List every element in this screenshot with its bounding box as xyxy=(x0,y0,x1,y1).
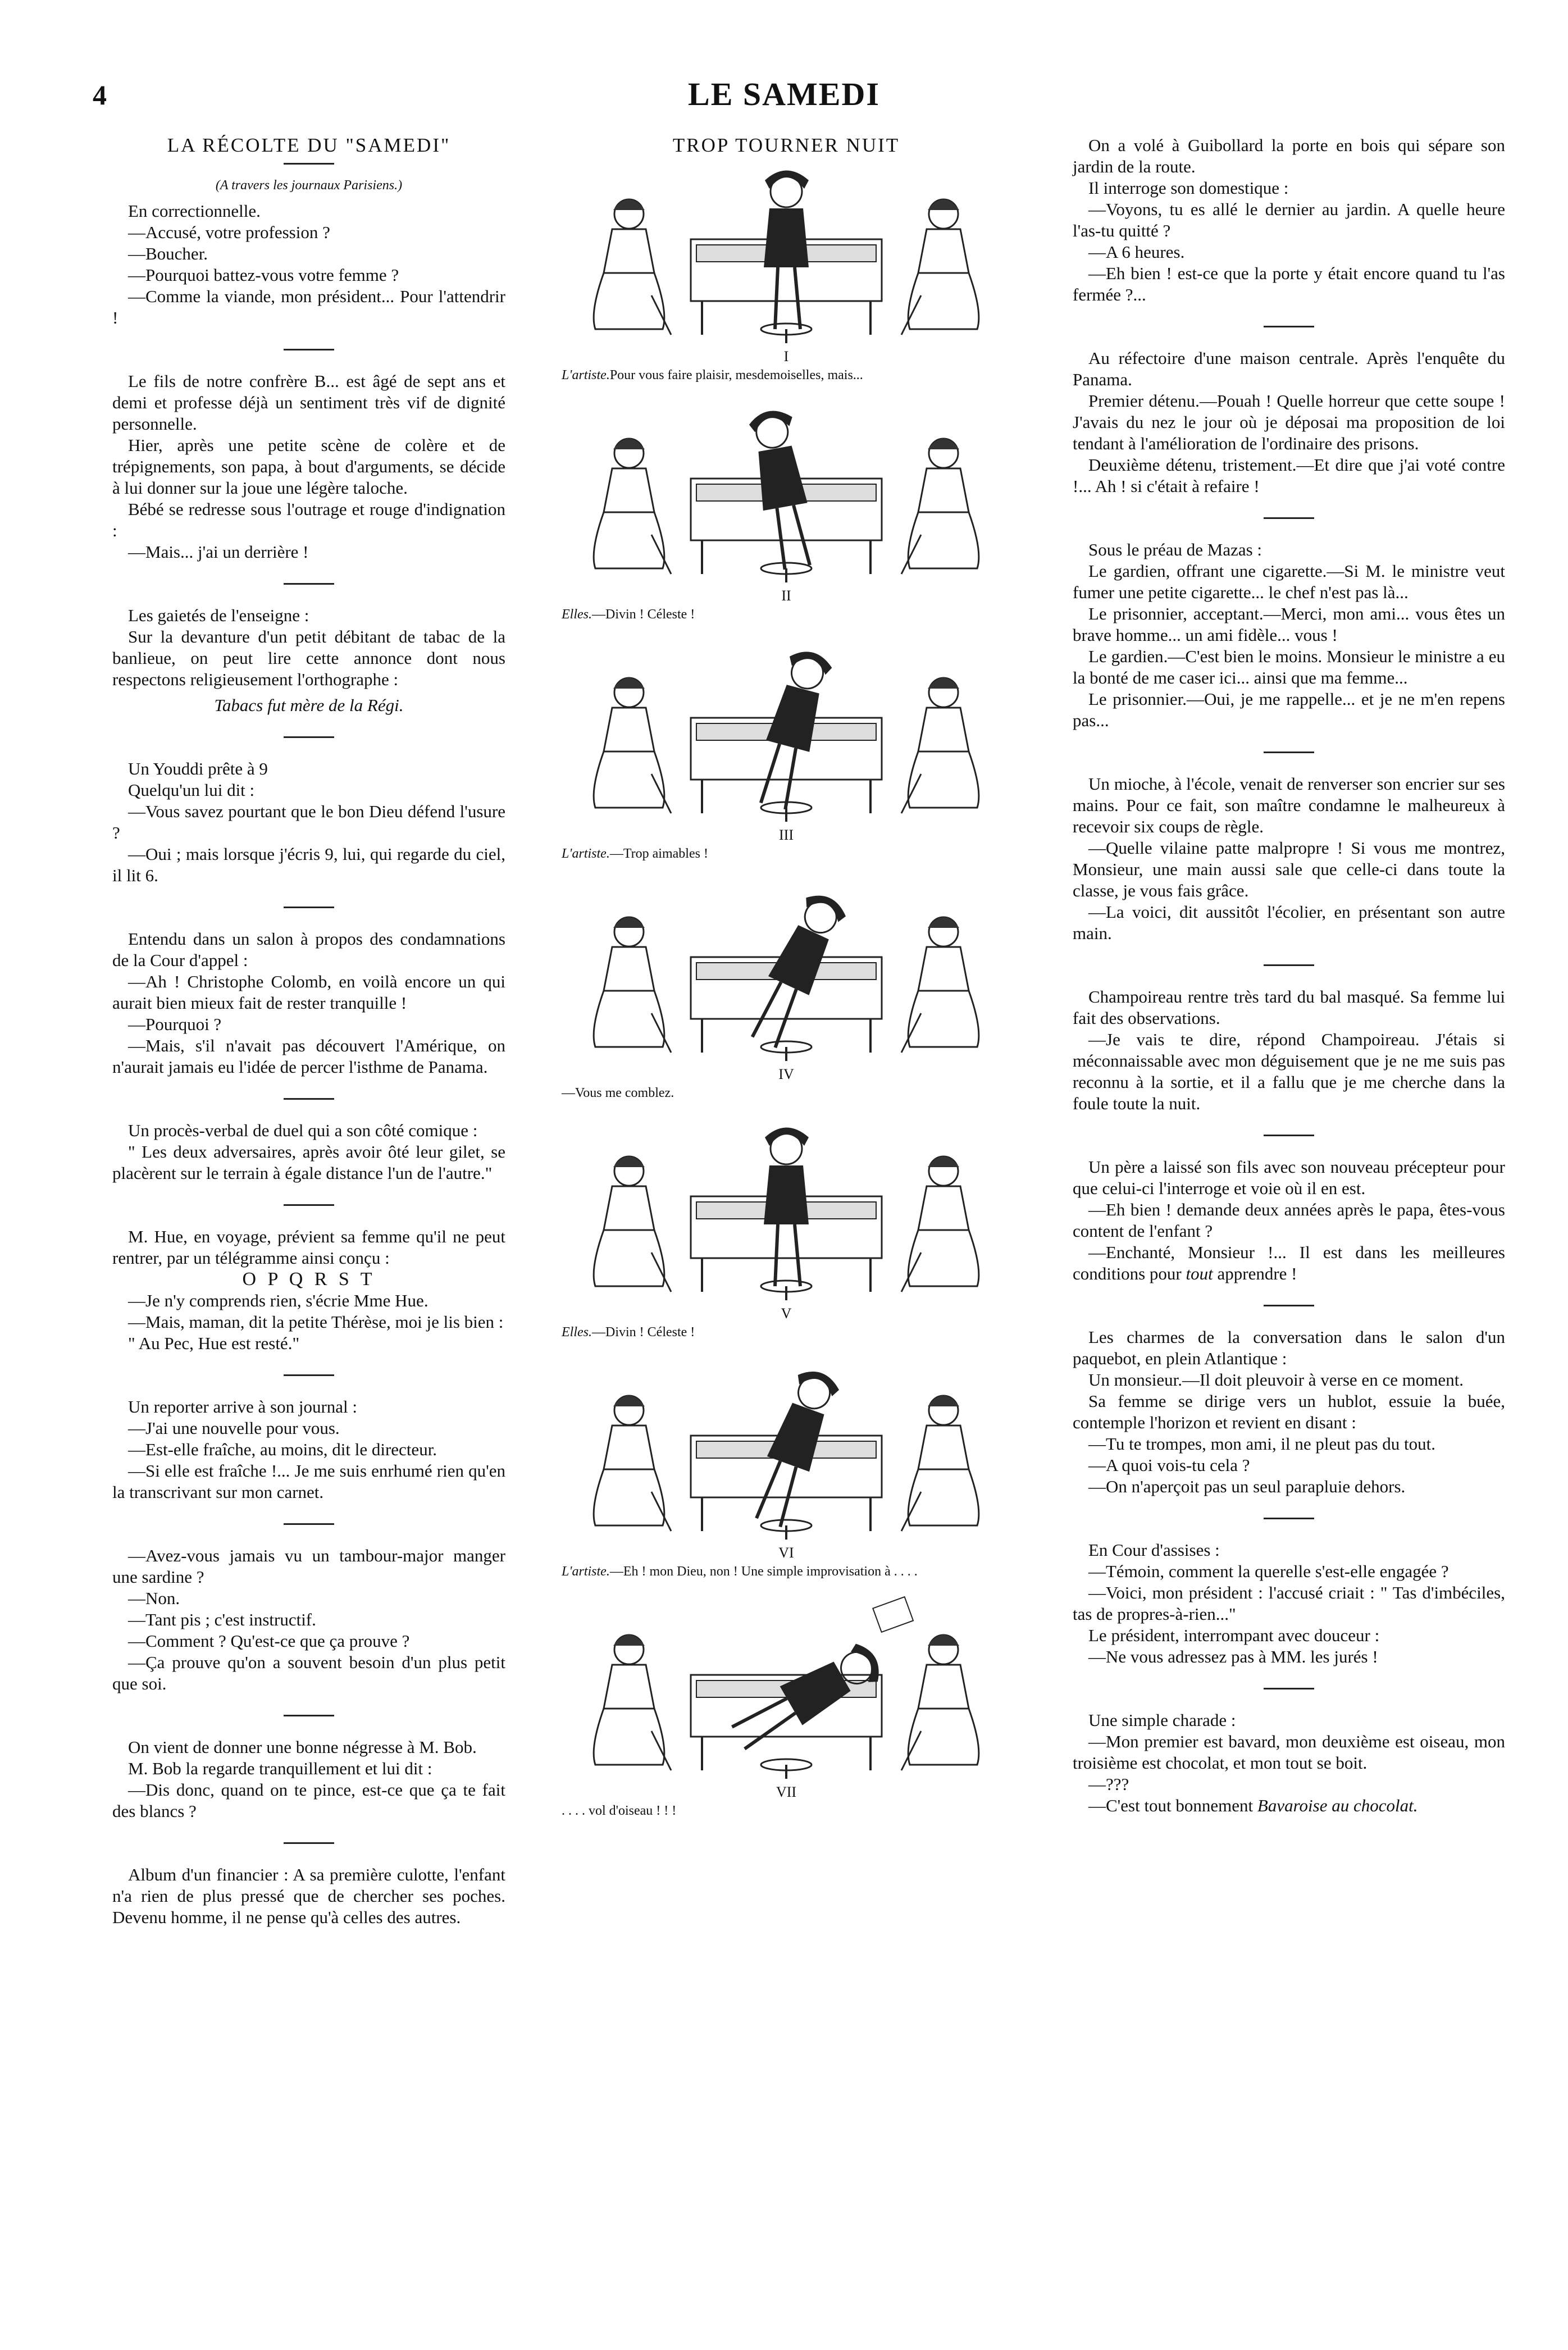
flying-sheet-music xyxy=(873,1597,913,1632)
panel-caption xyxy=(562,367,1011,383)
divider xyxy=(284,1523,334,1525)
text-run: —C'est tout bonnement xyxy=(1088,1796,1257,1815)
caption-speaker: L'artiste. xyxy=(562,846,610,861)
paragraph: —Tant pis ; c'est instructif. xyxy=(128,1610,316,1629)
paragraph: On a volé à Guibollard la porte en bois qui sépare son jardin de la route. xyxy=(1073,135,1505,176)
divider xyxy=(284,583,334,585)
paragraph: Champoireau rentre très tard du bal masqué. Sa femme lui fait des observations. xyxy=(1073,987,1505,1028)
panel-illustration xyxy=(562,1118,1011,1303)
divider xyxy=(284,163,334,165)
hair-shape xyxy=(613,678,645,689)
paragraph: —Si elle est fraîche !... Je me suis enrhumé rien qu'en la transcrivant sur mon carnet. xyxy=(112,1461,505,1502)
bodice-shape xyxy=(604,708,654,752)
paragraph: Sur la devanture d'un petit débitant de tabac de la banlieue, on peut lire cette annonce dont nous respectons religieusement l'orthographe : xyxy=(112,627,505,689)
caption-text: —Divin ! Céleste ! xyxy=(592,1325,695,1340)
paragraph: —Voici, mon président : l'accusé criait : " Tas d'imbéciles, tas de propres-à-rien..." xyxy=(1073,1583,1505,1624)
divider xyxy=(284,1098,334,1100)
anecdote-paquebot xyxy=(1073,1327,1505,1497)
paragraph: " Au Pec, Hue est resté." xyxy=(128,1333,300,1353)
panel-illustration xyxy=(562,639,1011,825)
pianist-coat xyxy=(764,208,809,267)
comic-panel-III xyxy=(562,639,1011,878)
paragraph: Deuxième détenu, tristement.—Et dire que j'ai voté contre !... Ah ! si c'était à refaire ! xyxy=(1073,455,1505,496)
panel-caption xyxy=(562,1803,1011,1819)
paragraph: Les charmes de la conversation dans le salon d'un paquebot, en plein Atlantique : xyxy=(1073,1327,1505,1368)
bodice-shape xyxy=(604,468,654,512)
panel-number: VII xyxy=(776,1784,797,1800)
anecdote-guibollard xyxy=(1073,135,1505,306)
comic-panel-VI xyxy=(562,1357,1011,1596)
paragraph: Un reporter arrive à son journal : xyxy=(128,1397,358,1417)
paragraph: M. Bob la regarde tranquillement et lui dit : xyxy=(128,1759,432,1778)
hair-shape xyxy=(928,1635,959,1646)
divider xyxy=(1264,1135,1314,1136)
panel-illustration xyxy=(562,1596,1011,1782)
anecdote-bebe xyxy=(112,371,505,563)
anecdote-charade xyxy=(1073,1710,1505,1816)
anecdote-financier xyxy=(112,1864,505,1928)
hair-shape xyxy=(613,1635,645,1646)
paragraph: —A quoi vois-tu cela ? xyxy=(1088,1455,1250,1475)
panel-illustration xyxy=(562,161,1011,346)
anecdote-mazas xyxy=(1073,539,1505,731)
paragraph: —Accusé, votre profession ? xyxy=(128,222,330,242)
bodice-shape xyxy=(918,468,969,512)
paragraph: Le fils de notre confrère B... est âgé de sept ans et demi et professe déjà un sentiment très vif de dignité personnelle. xyxy=(112,371,505,434)
panel-illustration xyxy=(562,878,1011,1064)
bodice-shape xyxy=(604,229,654,273)
paragraph: —Mais... j'ai un derrière ! xyxy=(128,542,309,562)
anecdote-tambour-major xyxy=(112,1545,505,1695)
paragraph: —Témoin, comment la querelle s'est-elle engagée ? xyxy=(1088,1561,1449,1581)
paragraph: —Mais, s'il n'avait pas découvert l'Amérique, on n'aurait jamais eu l'idée de percer l'isthme de Panama. xyxy=(112,1036,505,1077)
caption-text: —Eh ! mon Dieu, non ! Une simple improvisation à . . . . xyxy=(609,1564,918,1579)
anecdote-reporter xyxy=(112,1396,505,1503)
hair-shape xyxy=(928,917,959,928)
paragraph: Album d'un financier : A sa première culotte, l'enfant n'a rien de plus pressé que de chercher ses poches. Devenu homme, il ne pense qu'à celles des autres. xyxy=(112,1865,505,1927)
pianist-leg xyxy=(795,1224,800,1286)
bodice-shape xyxy=(604,1186,654,1230)
divider xyxy=(284,907,334,908)
paragraph: Un Youddi prête à 9 xyxy=(128,759,268,778)
paragraph: —Quelle vilaine patte malpropre ! Si vous me montrez, Monsieur, une main aussi sale que celle-ci dans toute la classe, je vous fais grâce. xyxy=(1073,838,1505,900)
pianist-hair xyxy=(795,1366,842,1398)
divider xyxy=(284,736,334,738)
shop-sign-text: Tabacs fut mère de la Régi. xyxy=(214,695,404,715)
paragraph: —??? xyxy=(1088,1774,1129,1794)
paragraph: —On n'aperçoit pas un seul parapluie dehors. xyxy=(1088,1477,1406,1496)
pianist-leg xyxy=(795,267,800,329)
hair-shape xyxy=(613,1396,645,1406)
panel-caption xyxy=(562,1564,1011,1579)
paragraph: Un mioche, à l'école, venait de renverser son encrier sur ses mains. Pour ce fait, son maître condamne le malheureux à recevoir six coups de règle. xyxy=(1073,774,1505,836)
divider xyxy=(1264,1518,1314,1519)
hair-shape xyxy=(613,439,645,449)
paragraph: Un monsieur.—Il doit pleuvoir à verse en ce moment. xyxy=(1088,1370,1464,1390)
paragraph: —Boucher. xyxy=(128,244,208,263)
paragraph: —Comment ? Qu'est-ce que ça prouve ? xyxy=(128,1631,410,1651)
panel-caption xyxy=(562,1085,1011,1101)
divider xyxy=(1264,1305,1314,1306)
paragraph: —Je vais te dire, répond Champoireau. J'étais si méconnaissable avec mon déguisement que je ne me suis pas reconnu à la sortie, et il a fallu que je me cherche dans la foule toute la nuit. xyxy=(1073,1030,1505,1113)
column-right xyxy=(1073,135,1505,1816)
panel-number: VI xyxy=(778,1545,794,1561)
paragraph: —Pourquoi ? xyxy=(128,1014,222,1034)
paragraph: En correctionnelle. xyxy=(128,201,261,221)
caption-speaker: Elles. xyxy=(562,607,592,622)
panel-caption xyxy=(562,1324,1011,1340)
bodice-shape xyxy=(918,1665,969,1709)
paragraph: Sa femme se dirige vers un hublot, essuie la buée, contemple l'horizon et revient en disant : xyxy=(1073,1391,1505,1432)
paragraph: Le prisonnier.—Oui, je me rappelle... et je ne m'en repens pas... xyxy=(1073,689,1505,730)
paragraph: —La voici, dit aussitôt l'écolier, en présentant son autre main. xyxy=(1073,902,1505,943)
anecdote-cour-assises xyxy=(1073,1540,1505,1668)
divider xyxy=(1264,1688,1314,1689)
paragraph: Premier détenu.—Pouah ! Quelle horreur que cette soupe ! J'avais du nez le jour où je déposai ma proposition de loi tendant à l'amélioration de l'ordinaire des prisons. xyxy=(1073,391,1505,453)
panel-spacer xyxy=(562,1579,1011,1596)
comic-panel-IV xyxy=(562,878,1011,1118)
divider xyxy=(1264,517,1314,519)
pianist-leg xyxy=(775,1224,778,1286)
caption-speaker: L'artiste. xyxy=(562,1564,610,1579)
paragraph: —Vous savez pourtant que le bon Dieu défend l'usure ? xyxy=(112,801,505,842)
column-left xyxy=(112,135,505,1928)
caption-text: —Vous me comblez. xyxy=(562,1086,674,1100)
hair-shape xyxy=(928,1156,959,1167)
caption-text: Pour vous faire plaisir, mesdemoiselles, mais... xyxy=(609,368,863,382)
masthead-title: LE SAMEDI xyxy=(688,76,880,112)
paragraph: —Voyons, tu es allé le dernier au jardin. A quelle heure l'as-tu quitté ? xyxy=(1073,199,1505,240)
pianist-hair xyxy=(765,1128,809,1146)
bodice-shape xyxy=(604,947,654,991)
paragraph: —Dis donc, quand on te pince, est-ce que ça te fait des blancs ? xyxy=(112,1780,505,1821)
paragraph: Il interroge son domestique : xyxy=(1088,178,1289,198)
pianist-leg xyxy=(761,743,780,804)
column-comic xyxy=(562,135,1011,1836)
paragraph: Au réfectoire d'une maison centrale. Après l'enquête du Panama. xyxy=(1073,348,1505,389)
pianist-leg xyxy=(756,1460,780,1519)
page-number: 4 xyxy=(93,79,107,111)
paragraph xyxy=(1073,1795,1505,1816)
paragraph xyxy=(1073,1242,1505,1285)
anecdote-enseigne xyxy=(112,605,505,716)
paragraph: " Les deux adversaires, après avoir ôté leur gilet, se placèrent sur le terrain à égale distance l'un de l'autre." xyxy=(112,1142,505,1183)
paragraph: M. Hue, en voyage, prévient sa femme qu'il ne peut rentrer, par un télégramme ainsi conçu : xyxy=(112,1227,505,1268)
comic-panel-VII xyxy=(562,1596,1011,1836)
paragraph: En Cour d'assises : xyxy=(1088,1540,1220,1560)
paragraph: —Pourquoi battez-vous votre femme ? xyxy=(128,265,399,285)
divider xyxy=(1264,964,1314,966)
paragraph: —Non. xyxy=(128,1588,180,1608)
paragraph: Une simple charade : xyxy=(1088,1710,1236,1730)
comic-title: TROP TOURNER NUIT xyxy=(672,134,900,156)
anecdote-mioche xyxy=(1073,773,1505,944)
pianist-hair xyxy=(787,647,835,676)
paragraph: —Ne vous adressez pas à MM. les jurés ! xyxy=(1088,1647,1378,1666)
anecdote-refectoire xyxy=(1073,348,1505,497)
paragraph: —Eh bien ! demande deux années après le papa, êtes-vous content de l'enfant ? xyxy=(1073,1200,1505,1241)
pianist-leg xyxy=(753,981,781,1038)
panel-number: III xyxy=(779,827,794,843)
pianist-leg xyxy=(774,508,788,570)
paragraph: Quelqu'un lui dit : xyxy=(128,780,255,800)
paragraph: —Comme la viande, mon président... Pour l'attendrir ! xyxy=(112,286,505,327)
panel-number: V xyxy=(781,1305,792,1322)
panel-spacer xyxy=(562,1819,1011,1836)
bodice-shape xyxy=(918,1426,969,1469)
panel-number: I xyxy=(783,348,789,365)
section-title-recolte: LA RÉCOLTE DU "SAMEDI" xyxy=(167,134,451,156)
anecdote-telegramme xyxy=(112,1226,505,1354)
paragraph: —Oui ; mais lorsque j'écris 9, lui, qui regarde du ciel, il lit 6. xyxy=(112,844,505,885)
paragraph: Un procès-verbal de duel qui a son côté comique : xyxy=(128,1121,478,1140)
paragraph: Le gardien, offrant une cigarette.—Si M. le ministre veut fumer une petite cigarette... le chef n'est pas là... xyxy=(1073,561,1505,602)
panel-caption xyxy=(562,607,1011,622)
paragraph: Hier, après une petite scène de colère et de trépignements, son papa, à bout d'arguments, se décide à lui donner sur la joue une légère taloche. xyxy=(112,435,505,498)
anecdote-youddi xyxy=(112,758,505,886)
panel-spacer xyxy=(562,862,1011,878)
caption-speaker: Elles. xyxy=(562,1325,592,1340)
paragraph: Bébé se redresse sous l'outrage et rouge d'indignation : xyxy=(112,499,505,540)
anecdote-boucher xyxy=(112,201,505,329)
italic-phrase: Bavaroise au chocolat. xyxy=(1257,1796,1418,1815)
pianist-coat xyxy=(764,1165,809,1224)
hair-shape xyxy=(928,199,959,210)
bodice-shape xyxy=(918,708,969,752)
divider xyxy=(1264,752,1314,753)
divider xyxy=(284,1374,334,1376)
paragraph: Entendu dans un salon à propos des condamnations de la Cour d'appel : xyxy=(112,929,505,970)
paragraph: Les gaietés de l'enseigne : xyxy=(128,605,309,625)
panel-spacer xyxy=(562,383,1011,400)
paragraph: —Ça prouve qu'on a souvent besoin d'un plus petit que soi. xyxy=(112,1652,505,1693)
paragraph: —Mon premier est bavard, mon deuxième est oiseau, mon troisième est chocolat, et mon tout se boit. xyxy=(1073,1732,1505,1773)
divider xyxy=(284,349,334,350)
panel-spacer xyxy=(562,1340,1011,1357)
bodice-shape xyxy=(604,1665,654,1709)
pianist-hair xyxy=(765,171,809,189)
comic-panel-V xyxy=(562,1118,1011,1357)
paragraph: Le président, interrompant avec douceur : xyxy=(1088,1625,1380,1645)
bodice-shape xyxy=(918,229,969,273)
hair-shape xyxy=(613,1156,645,1167)
divider xyxy=(284,1842,334,1844)
paragraph: —Eh bien ! est-ce que la porte y était encore quand tu l'as fermée ?... xyxy=(1073,263,1505,304)
caption-text: —Trop aimables ! xyxy=(609,846,708,861)
paragraph: —Tu te trompes, mon ami, il ne pleut pas du tout. xyxy=(1088,1434,1435,1454)
paragraph: On vient de donner une bonne négresse à M. Bob. xyxy=(128,1737,477,1757)
paragraph: —Ah ! Christophe Colomb, en voilà encore un qui aurait bien mieux fait de rester tranquille ! xyxy=(112,972,505,1013)
section-subtitle: (A travers les journaux Parisiens.) xyxy=(215,178,403,193)
paragraph: Un père a laissé son fils avec son nouveau précepteur pour que celui-ci l'interroge et voie où il en est. xyxy=(1073,1157,1505,1198)
bodice-shape xyxy=(918,947,969,991)
anecdote-duel xyxy=(112,1120,505,1184)
hair-shape xyxy=(928,678,959,689)
paragraph: —Mais, maman, dit la petite Thérèse, moi je lis bien : xyxy=(128,1312,504,1332)
bodice-shape xyxy=(918,1186,969,1230)
text-run: apprendre ! xyxy=(1213,1264,1297,1283)
pianist-leg xyxy=(794,504,810,566)
hair-shape xyxy=(613,917,645,928)
panel-illustration xyxy=(562,400,1011,585)
paragraph: —Avez-vous jamais vu un tambour-major manger une sardine ? xyxy=(112,1546,505,1587)
comic-panel-II xyxy=(562,400,1011,639)
bodice-shape xyxy=(604,1426,654,1469)
panel-illustration xyxy=(562,1357,1011,1542)
anecdote-bob xyxy=(112,1737,505,1822)
caption-text: —Divin ! Céleste ! xyxy=(592,607,695,622)
caption-text: . . . . vol d'oiseau ! ! ! xyxy=(562,1804,677,1818)
telegram-code: O P Q R S T xyxy=(242,1269,376,1290)
hair-shape xyxy=(613,199,645,210)
paragraph: Sous le préau de Mazas : xyxy=(1088,540,1262,559)
divider xyxy=(284,1204,334,1206)
panel-spacer xyxy=(562,1101,1011,1118)
paragraph: —Est-elle fraîche, au moins, dit le directeur. xyxy=(128,1440,437,1459)
divider xyxy=(284,1715,334,1716)
paragraph: Le prisonnier, acceptant.—Merci, mon ami... vous êtes un brave homme... un ami fidèle... vous ! xyxy=(1073,604,1505,645)
paragraph: Le gardien.—C'est bien le moins. Monsieur le ministre a eu la bonté de me caser ici... ainsi que ma femme... xyxy=(1073,646,1505,687)
paragraph: —J'ai une nouvelle pour vous. xyxy=(128,1418,340,1438)
hair-shape xyxy=(928,439,959,449)
anecdote-colomb xyxy=(112,928,505,1078)
divider xyxy=(1264,326,1314,327)
panel-spacer xyxy=(562,622,1011,639)
hair-shape xyxy=(928,1396,959,1406)
italic-word: tout xyxy=(1186,1264,1213,1283)
pianist-leg xyxy=(775,267,778,329)
panel-caption xyxy=(562,846,1011,862)
paragraph: —Je n'y comprends rien, s'écrie Mme Hue. xyxy=(128,1291,429,1310)
panel-number: II xyxy=(781,588,791,604)
text-run: —Enchanté, Monsieur !... Il est dans les meilleures conditions pour xyxy=(1073,1242,1505,1283)
panel-number: IV xyxy=(778,1066,794,1082)
comic-panel-I xyxy=(562,161,1011,400)
paragraph: —A 6 heures. xyxy=(1088,242,1185,262)
comic-panels xyxy=(562,161,1011,1836)
caption-speaker: L'artiste. xyxy=(562,368,610,382)
anecdote-precepteur xyxy=(1073,1156,1505,1285)
anecdote-champoireau xyxy=(1073,986,1505,1114)
